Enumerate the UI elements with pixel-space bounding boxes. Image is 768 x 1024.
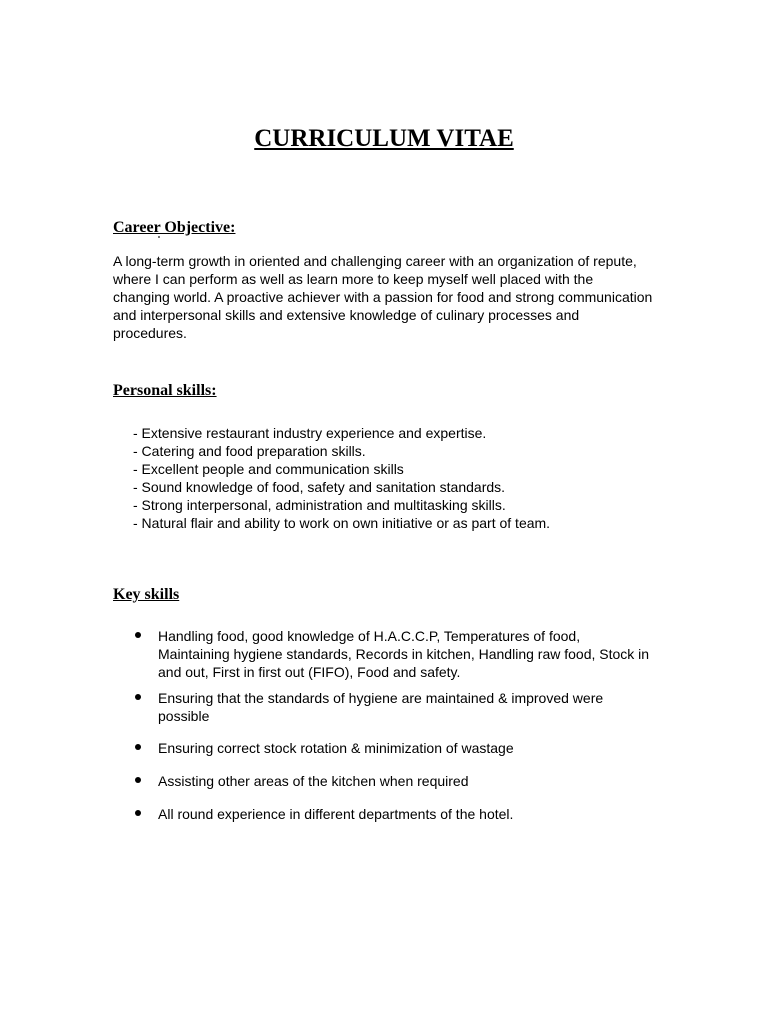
list-item [135,689,655,725]
list-item: - Extensive restaurant industry experience and expertise. [133,425,487,441]
list-item-text: Ensuring correct stock rotation & minimization of wastage [158,740,514,756]
bullet-icon [135,777,141,783]
list-item: - Strong interpersonal, administration and multitasking skills. [133,497,506,513]
list-item-text: Handling food, good knowledge of H.A.C.C.P, Temperatures of food, Maintaining hygiene standards, Records in kitchen, Handling raw food, Stock in and out, First in first out (FIFO), Food and safety. [158,628,650,680]
list-item-text: Assisting other areas of the kitchen when required [158,773,469,789]
bullet-icon [135,694,141,700]
list-item-text: All round experience in different departments of the hotel. [158,806,514,822]
personal-skills-list [133,424,550,532]
career-objective-heading: Career Objective: [113,219,236,236]
list-item-text: Ensuring that the standards of hygiene are maintained & improved were possible [158,690,604,724]
bullet-icon [135,810,141,816]
key-skills-heading: Key skills [113,586,180,603]
stray-mark [158,236,160,238]
career-objective-text: A long-term growth in oriented and challenging career with an organization of repute, where I can perform as well as learn more to keep myself well placed with the changing world. A proactive achiever with a passion for food and strong communication and interpersonal skills and extensive knowledge of culinary processes and procedures. [113,253,653,341]
list-item [135,772,655,790]
bullet-icon [135,632,141,638]
list-item: - Sound knowledge of food, safety and sanitation standards. [133,479,506,495]
personal-skills-heading: Personal skills: [113,382,217,399]
list-item [135,627,655,681]
bullet-icon [135,744,141,750]
list-item: - Excellent people and communication skills [133,461,404,477]
list-item: - Natural flair and ability to work on own initiative or as part of team. [133,515,551,531]
key-skills-list [135,627,655,823]
list-item [135,739,655,757]
list-item: - Catering and food preparation skills. [133,443,366,459]
document-title: CURRICULUM VITAE [254,125,514,152]
list-item [135,805,655,823]
